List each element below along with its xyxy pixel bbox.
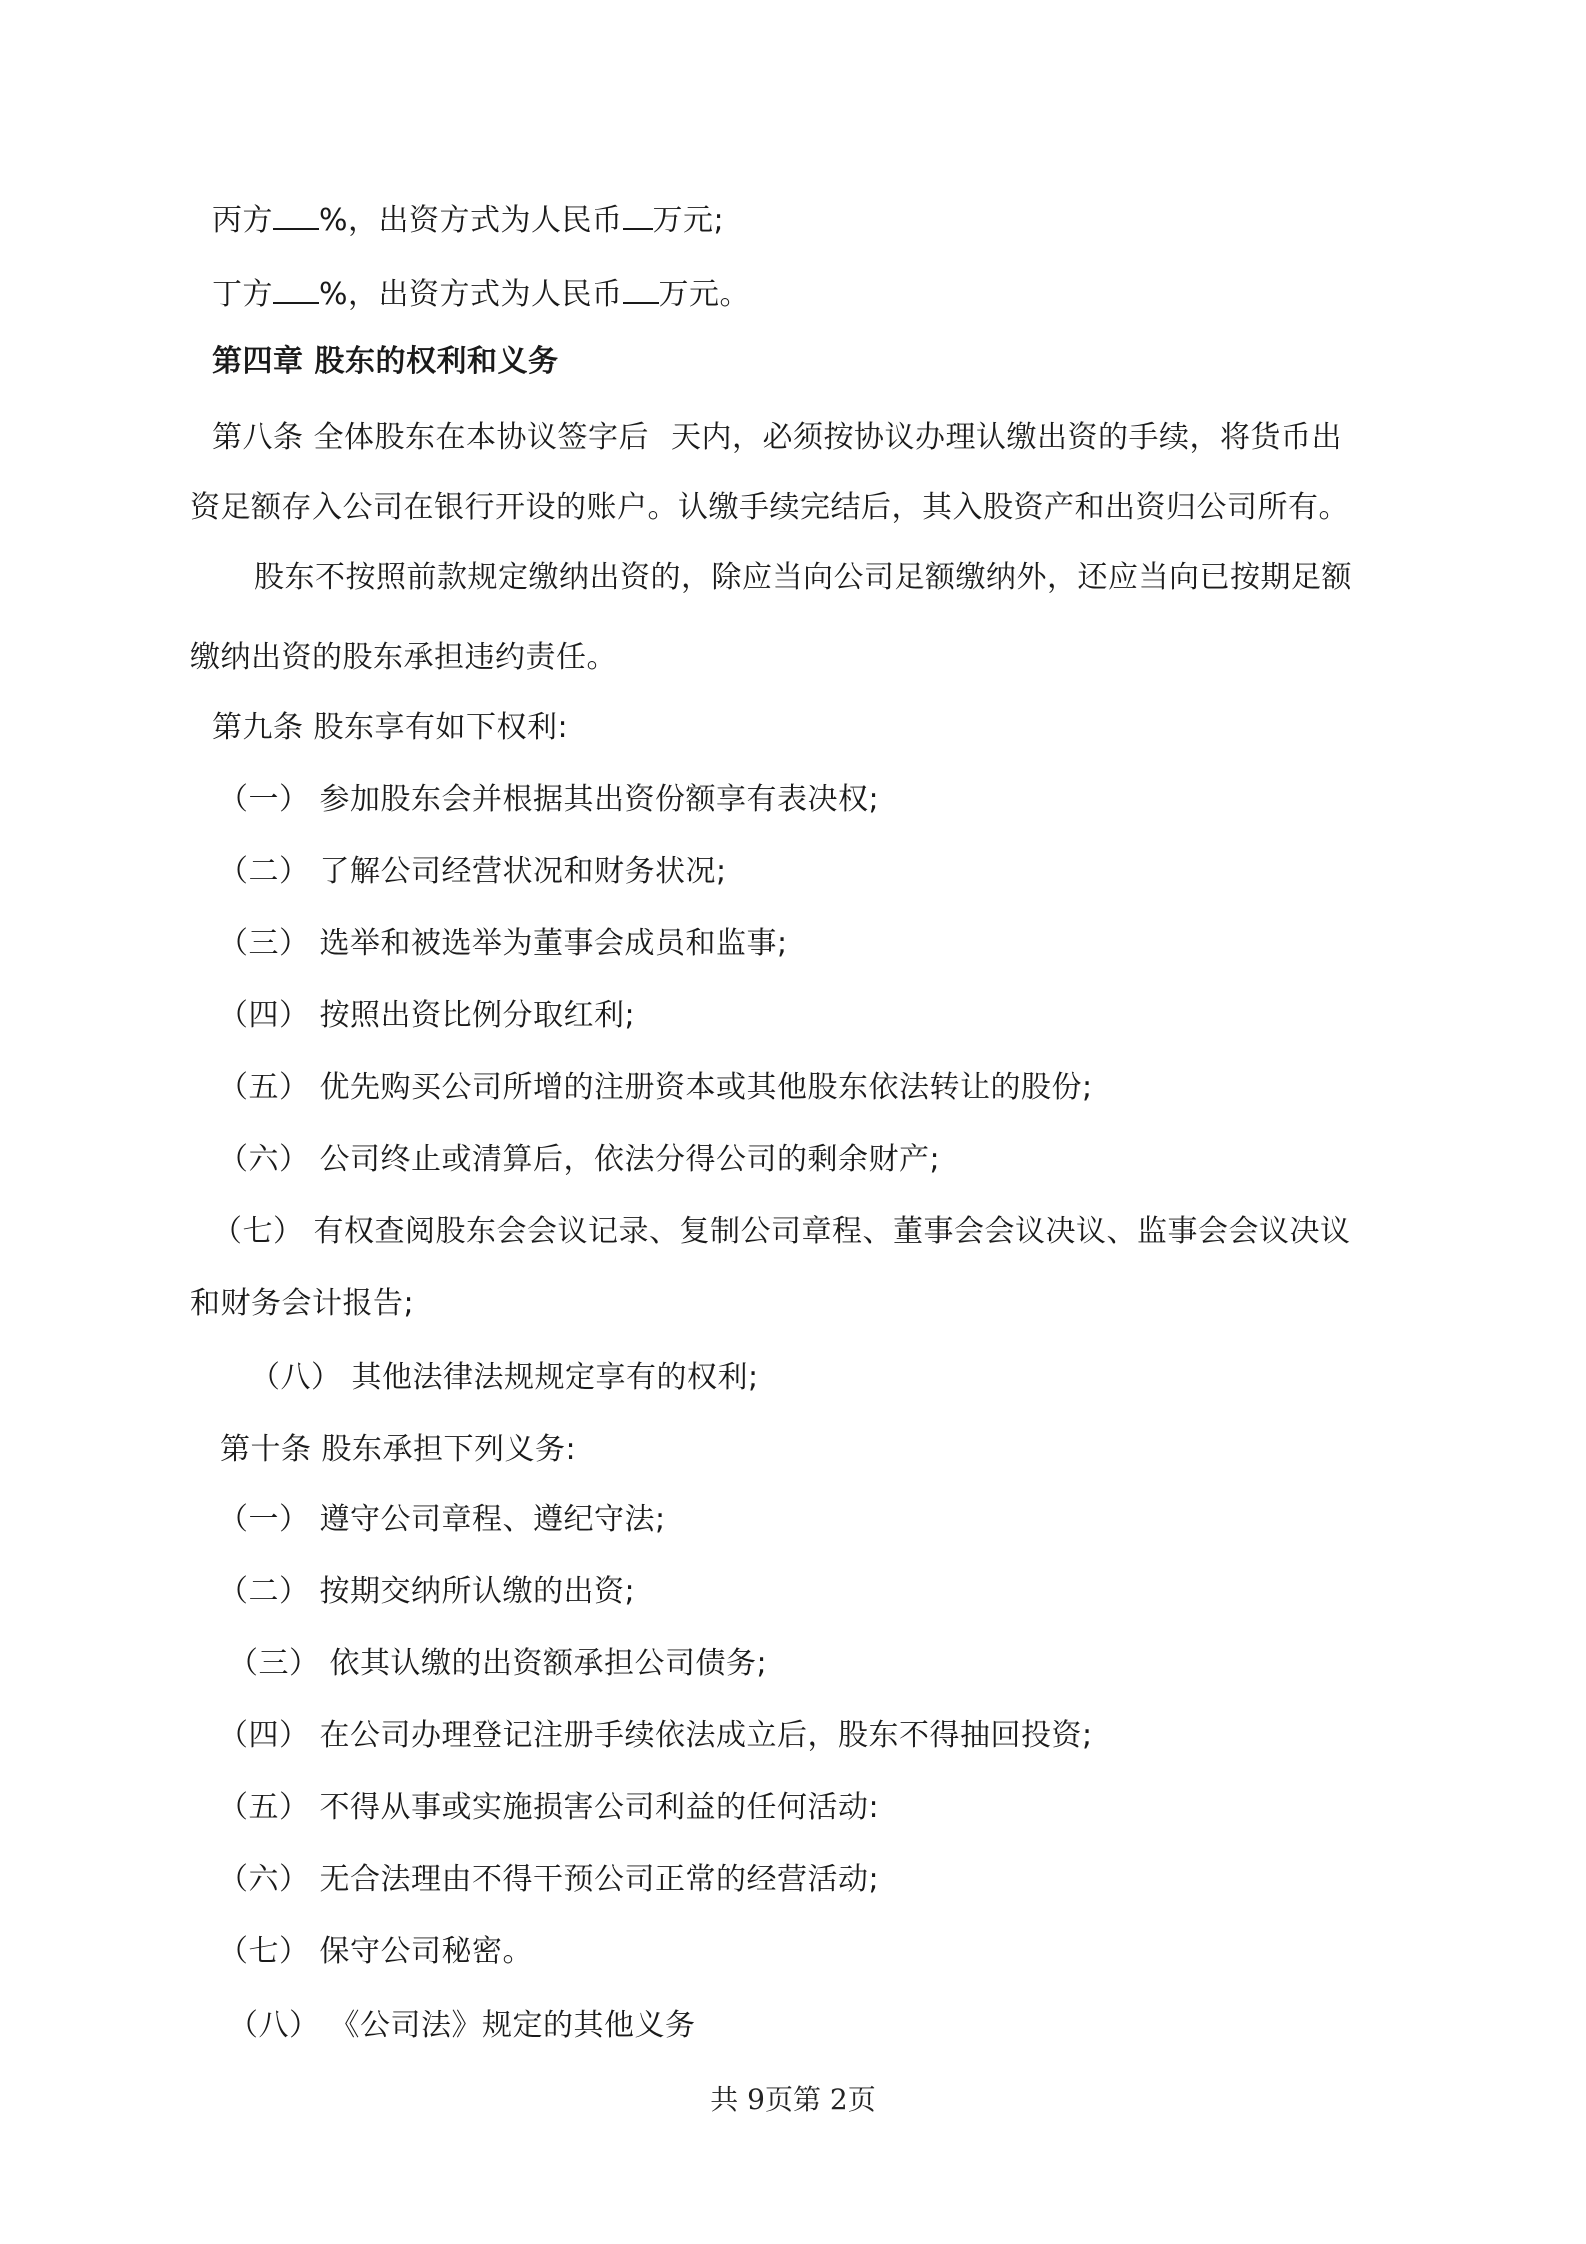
- duty-item: （五） 不得从事或实施损害公司利益的任何活动:: [218, 1790, 880, 1825]
- right-item: （五） 优先购买公司所增的注册资本或其他股东依法转让的股份;: [218, 1070, 1093, 1105]
- duty-item: （八） 《公司法》规定的其他义务: [228, 2008, 696, 2043]
- chapter-heading: 第四章 股东的权利和义务: [212, 344, 559, 379]
- page-number-text: 共 9页第 2页: [710, 2083, 876, 2116]
- article-8-paragraph-2-line-2: 缴纳出资的股东承担违约责任。: [190, 640, 617, 675]
- duty-item: （七） 保守公司秘密。: [218, 1934, 534, 1969]
- party-bing-text: %，出资方式为人民币: [319, 203, 623, 238]
- right-item: （三） 选举和被选举为董事会成员和监事;: [218, 926, 788, 961]
- amount-blank: [623, 198, 653, 230]
- party-ding-label: 丁方: [212, 277, 273, 312]
- right-item-continuation: 和财务会计报告;: [190, 1286, 415, 1321]
- article-8-line-2: 资足额存入公司在银行开设的账户。认缴手续完结后，其入股资产和出资归公司所有。: [190, 490, 1349, 525]
- right-item: （六） 公司终止或清算后，依法分得公司的剩余财产;: [218, 1142, 941, 1177]
- percentage-blank: [273, 198, 319, 230]
- article-10-heading: 第十条 股东承担下列义务:: [220, 1432, 577, 1467]
- right-item: （七） 有权查阅股东会会议记录、复制公司章程、董事会会议决议、监事会会议决议: [212, 1214, 1351, 1249]
- clause-party-bing: [212, 198, 724, 241]
- duty-item: （三） 依其认缴的出资额承担公司债务;: [228, 1646, 768, 1681]
- party-ding-text: %，出资方式为人民币: [319, 277, 623, 312]
- right-item: （八） 其他法律法规规定享有的权利;: [250, 1360, 759, 1395]
- article-9-heading: 第九条 股东享有如下权利:: [212, 710, 569, 745]
- article-8-line-1: [212, 418, 1342, 458]
- percentage-blank: [273, 272, 319, 304]
- right-item: （一） 参加股东会并根据其出资份额享有表决权;: [218, 782, 880, 817]
- duty-item: （一） 遵守公司章程、遵纪守法;: [218, 1502, 666, 1537]
- article-8-paragraph-2-line-1: 股东不按照前款规定缴纳出资的，除应当向公司足额缴纳外，还应当向已按期足额: [254, 560, 1352, 595]
- party-bing-unit: 万元;: [652, 203, 725, 238]
- article-8-text-b: 天内，必须按协议办理认缴出资的手续，将货币出: [671, 420, 1343, 455]
- right-item: （二） 了解公司经营状况和财务状况;: [218, 854, 727, 889]
- duty-item: （四） 在公司办理登记注册手续依法成立后，股东不得抽回投资;: [218, 1718, 1093, 1753]
- article-8-text-a: 第八条 全体股东在本协议签字后: [212, 420, 650, 455]
- duty-item: （六） 无合法理由不得干预公司正常的经营活动;: [218, 1862, 880, 1897]
- clause-party-ding: [212, 272, 750, 315]
- right-item: （四） 按照出资比例分取红利;: [218, 998, 636, 1033]
- party-bing-label: 丙方: [212, 203, 273, 238]
- duty-item: （二） 按期交纳所认缴的出资;: [218, 1574, 636, 1609]
- amount-blank: [623, 272, 659, 304]
- page-number-footer: [0, 2082, 1586, 2118]
- party-ding-unit: 万元。: [658, 277, 751, 312]
